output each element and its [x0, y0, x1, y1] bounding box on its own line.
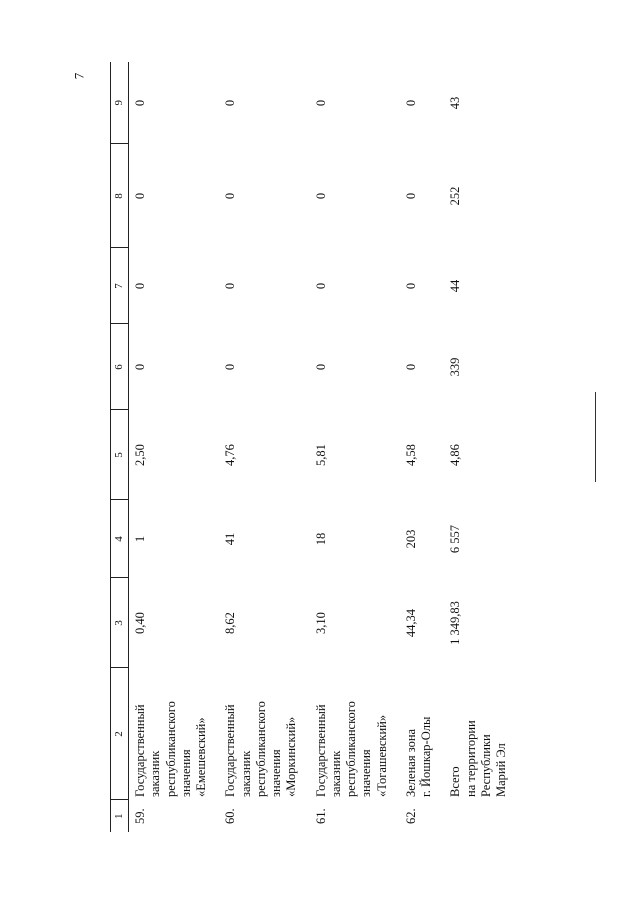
col-header-1: 1 [111, 800, 129, 832]
cell-c8: 0 [133, 192, 147, 200]
col-header-8: 8 [111, 144, 129, 248]
cell-c5: 4,76 [223, 444, 238, 466]
row-name [400, 668, 445, 800]
name-line: г. Йошкар-Олы [419, 716, 433, 797]
total-c5: 4,86 [448, 444, 463, 466]
row-number-empty [444, 800, 519, 832]
total-name [444, 668, 519, 800]
name-line: Зеленая зона [403, 728, 418, 797]
cell-c8: 0 [223, 192, 238, 200]
cell-area: 3,10 [313, 612, 328, 634]
cell-c7: 0 [403, 282, 418, 290]
row-number: 59. [133, 808, 147, 824]
total-row [444, 62, 519, 832]
cell-c7: 0 [313, 282, 328, 290]
cell-c4: 1 [133, 535, 147, 543]
col-header-9: 9 [111, 62, 129, 144]
name-line: республиканского [253, 701, 268, 797]
cell-c9: 0 [403, 99, 418, 107]
total-area: 1 349,83 [448, 601, 463, 645]
name-line: Государственный [133, 704, 147, 797]
cell-c6: 0 [133, 363, 147, 371]
total-c8: 252 [448, 186, 463, 206]
name-line: заказник [238, 750, 253, 797]
cell-c4: 203 [403, 529, 418, 549]
cell-c5: 2,50 [133, 444, 147, 466]
total-c7: 44 [448, 279, 463, 293]
table-row [129, 62, 220, 832]
col-header-2: 2 [111, 668, 129, 800]
end-rule [595, 392, 596, 482]
cell-c9: 0 [313, 99, 328, 107]
row-name [310, 668, 400, 800]
col-header-3: 3 [111, 578, 129, 668]
table-row [400, 62, 445, 832]
cell-c5: 5,81 [313, 444, 328, 466]
col-header-4: 4 [111, 500, 129, 578]
total-c4: 6 557 [448, 524, 463, 554]
total-c6: 339 [448, 357, 463, 377]
row-number: 62. [403, 808, 418, 824]
name-line: на территории [463, 720, 478, 797]
cell-c4: 41 [223, 532, 238, 546]
name-line: Государственный [223, 704, 238, 797]
cell-c6: 0 [313, 363, 328, 371]
header-row [111, 62, 129, 832]
cell-area: 0,40 [133, 612, 147, 634]
row-name [219, 668, 309, 800]
cell-area: 8,62 [223, 612, 238, 634]
name-line: значения [359, 749, 374, 797]
total-c9: 43 [448, 96, 463, 110]
name-line: Государственный [313, 704, 328, 797]
col-header-7: 7 [111, 248, 129, 324]
cell-c8: 0 [313, 192, 328, 200]
name-line: республиканского [163, 701, 178, 797]
table-row [310, 62, 400, 832]
name-line: Марий Эл [494, 743, 508, 797]
cell-c9: 0 [133, 99, 147, 107]
name-line: республиканского [344, 701, 358, 797]
cell-c4: 18 [313, 532, 328, 546]
name-line: заказник [328, 750, 343, 797]
col-header-6: 6 [111, 324, 129, 410]
table-row [219, 62, 309, 832]
name-line: Всего [448, 766, 463, 797]
cell-c9: 0 [223, 99, 238, 107]
row-number: 61. [313, 808, 328, 824]
name-line: значения [178, 749, 193, 797]
name-line: заказник [148, 750, 163, 797]
cell-area: 44,34 [403, 608, 418, 638]
name-line: «Моркинский» [284, 716, 299, 797]
rotated-table-wrapper [110, 62, 530, 832]
row-name [129, 668, 220, 800]
name-line: значения [269, 749, 283, 797]
page-number: 7 [70, 72, 86, 80]
col-header-5: 5 [111, 410, 129, 500]
name-line: «Емешевский» [194, 717, 208, 797]
name-line: «Тогашевский» [374, 714, 389, 797]
cell-c7: 0 [133, 282, 147, 290]
row-number: 60. [223, 808, 238, 824]
data-table [110, 62, 519, 832]
name-line: Республики [478, 734, 493, 797]
cell-c6: 0 [223, 363, 238, 371]
cell-c5: 4,58 [403, 444, 418, 466]
cell-c8: 0 [403, 192, 418, 200]
cell-c6: 0 [403, 363, 418, 371]
cell-c7: 0 [223, 282, 238, 290]
